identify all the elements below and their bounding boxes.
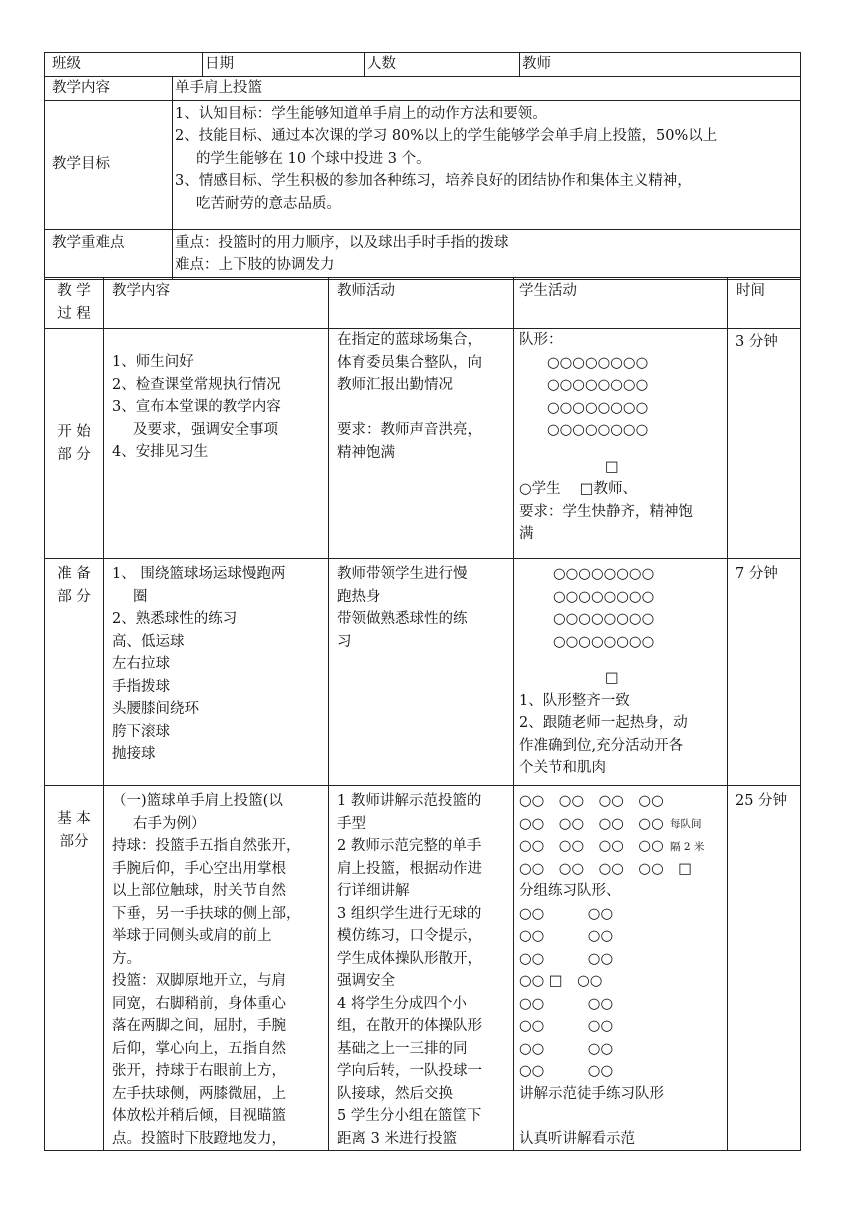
time-value: 3 分钟: [735, 334, 778, 350]
teacher-item: 4 将学生分成四个小: [337, 995, 467, 1012]
teacher-item: 组，在散开的体操队形: [337, 1018, 482, 1034]
basic-phase: [45, 786, 104, 1151]
formation-row: ○○○○○○○○: [553, 566, 655, 582]
pairs-row: ○○ ○○ ○○ ○○ □: [519, 860, 692, 877]
class-label: 班级: [52, 56, 81, 72]
col-student-label: 学生活动: [519, 283, 577, 299]
col-teacher: [329, 278, 514, 329]
basic-student: [514, 786, 728, 1151]
phase-line: 开 始: [57, 424, 91, 440]
content-item: 2、熟悉球性的练习: [112, 611, 238, 627]
content-item: 手指拨球: [112, 678, 170, 695]
phase-line: 基 本: [57, 811, 91, 827]
content-item: 后仰，掌心向上，五指自然: [112, 1040, 286, 1057]
pairs-row: ○○ ○○ ○○ ○○: [519, 793, 664, 809]
student-requirement: 要求：学生快静齐，精神饱: [519, 503, 693, 520]
content-item: 左手扶球侧，两膝微屈，上: [112, 1085, 286, 1102]
goals-label-cell: [45, 100, 173, 229]
formation-row: ○○○○○○○○: [547, 377, 649, 393]
content-item: 右手为例）: [133, 815, 206, 832]
keypoints-label: 教学重难点: [52, 234, 125, 251]
student-note: 个关节和肌肉: [519, 760, 606, 776]
phase-line: 部 分: [57, 588, 91, 605]
content-value: 单手肩上投篮: [175, 79, 262, 96]
start-phase: [45, 329, 104, 559]
basic-content: [104, 786, 329, 1151]
teacher-item: 教师汇报出勤情况: [337, 377, 453, 393]
formation-row: ○○○○○○○○: [553, 611, 655, 627]
content-item: 圈: [133, 588, 148, 605]
content-item: 高、低运球: [112, 633, 185, 650]
content-item: 举球于同侧头或肩的前上: [112, 928, 272, 944]
start-content: [104, 329, 329, 559]
class-cell: [45, 53, 203, 77]
group-row: ○○ ○○: [519, 905, 614, 922]
teacher-item: 队接球，然后交换: [337, 1085, 453, 1102]
content-item: 及要求，强调安全事项: [133, 421, 278, 438]
prep-time: [728, 559, 801, 786]
teacher-item: 模仿练习，口令提示，: [337, 928, 482, 944]
formation-row: ○○○○○○○○: [553, 633, 655, 650]
col-student: [514, 278, 728, 329]
content-item: 胯下滚球: [112, 723, 170, 740]
content-item: 点。投篮时下肢蹬地发力，: [112, 1130, 286, 1147]
content-value-cell: [173, 76, 801, 100]
teacher-label: 教师: [522, 56, 551, 72]
teacher-item: 5 学生分小组在篮筐下: [337, 1108, 482, 1124]
spacing-note: 每队间: [670, 818, 702, 830]
col-time-label: 时间: [736, 283, 765, 299]
content-item: 同宽，右脚稍前，身体重心: [112, 995, 286, 1012]
teacher-item: 要求：教师声音洪亮，: [337, 422, 482, 438]
teacher-item: 带领做熟悉球性的练: [337, 611, 468, 627]
formation-title: 队形：: [519, 332, 563, 348]
teacher-item: 3 组织学生进行无球的: [337, 905, 482, 922]
teacher-item: 学向后转，一队投球一: [337, 1063, 482, 1079]
time-value: 25 分钟: [735, 793, 788, 809]
content-item: 体放松并稍后倾，目视瞄篮: [112, 1108, 286, 1124]
content-item: 头腰膝间绕环: [112, 701, 199, 717]
phase-line: 部 分: [57, 446, 91, 463]
keypoints-label-cell: [45, 229, 173, 279]
group-row: ○○ ○○: [519, 1018, 614, 1034]
formation-legend: ○学生 □教师、: [519, 481, 637, 497]
col-process: [45, 278, 104, 329]
goal-item: 1、认知目标：学生能够知道单手肩上的动作方法和要领。: [175, 105, 547, 122]
keypoints-cell: [173, 229, 801, 279]
date-label: 日期: [205, 56, 234, 72]
goals-label: 教学目标: [52, 156, 110, 173]
teacher-cell: [520, 53, 801, 77]
teacher-item: 在指定的蓝球场集合，: [337, 332, 482, 348]
goal-item: 2、技能目标、通过本次课的学习 80%以上的学生能够学会单手肩上投篮，50%以上: [175, 128, 718, 144]
content-item: 以上部位触球，肘关节自然: [112, 883, 286, 899]
teacher-item: 1 教师讲解示范投篮的: [337, 793, 482, 809]
content-item: 手腕后仰，手心空出用掌根: [112, 860, 286, 877]
group-row: ○○ ○○: [519, 950, 614, 967]
demo-label: 讲解示范徒手练习队形: [519, 1085, 664, 1102]
goal-item: 3、情感目标、学生积极的参加各种练习，培养良好的团结协作和集体主义精神，: [175, 173, 692, 189]
basic-teacher: [329, 786, 514, 1151]
teacher-item: 精神饱满: [337, 444, 395, 461]
time-value: 7 分钟: [735, 566, 778, 582]
start-student: [514, 329, 728, 559]
key-point: 重点：投篮时的用力顺序，以及球出手时手指的拨球: [175, 234, 509, 251]
col-time: [728, 278, 801, 329]
col-content-label: 教学内容: [112, 283, 170, 299]
group-label: 分组练习队形、: [519, 883, 621, 899]
teacher-item: 教师带领学生进行慢: [337, 566, 468, 582]
teacher-item: [337, 397, 513, 420]
teacher-item: 基础之上一三排的同: [337, 1040, 468, 1057]
formation-row: ○○○○○○○○: [547, 399, 649, 416]
teacher-item: 习: [337, 633, 352, 650]
content-item: 1、师生问好: [112, 354, 194, 370]
basic-time: [728, 786, 801, 1151]
prep-content: [104, 559, 329, 786]
col-teacher-label: 教师活动: [337, 283, 395, 299]
group-row: ○○ □ ○○: [519, 973, 603, 989]
prep-teacher: [329, 559, 514, 786]
goal-item: 吃苦耐劳的意志品质。: [196, 195, 341, 212]
student-note: 2、跟随老师一起热身，动: [519, 715, 688, 731]
count-label: 人数: [367, 56, 396, 72]
goal-item: 的学生能够在 10 个球中投进 3 个。: [196, 150, 431, 167]
goals-cell: [173, 100, 801, 229]
group-row: ○○ ○○: [519, 1063, 614, 1079]
teacher-item: 2 教师示范完整的单手: [337, 838, 482, 854]
col-process-line: 教 学: [57, 283, 91, 299]
content-item: 落在两脚之间，屈肘，手腕: [112, 1018, 286, 1034]
date-cell: [203, 53, 365, 77]
content-item: 4、安排见习生: [112, 444, 209, 460]
content-item: 1、 围绕篮球场运球慢跑两: [112, 566, 286, 582]
group-row: ○○ ○○: [519, 995, 614, 1012]
content-item: 持球：投篮手五指自然张开，: [112, 838, 301, 854]
content-item: 抛接球: [112, 746, 156, 762]
teacher-item: 跑热身: [337, 588, 381, 605]
student-note: 1、队形整齐一致: [519, 692, 630, 709]
content-item: （一)篮球单手肩上投篮(以: [112, 793, 283, 809]
teacher-item: 距离 3 米进行投篮: [337, 1130, 457, 1147]
teacher-item: 行详细讲解: [337, 883, 410, 899]
content-item: 张开，持球于右眼前上方，: [112, 1063, 286, 1079]
teacher-item: 肩上投篮，根据动作进: [337, 860, 482, 877]
prep-phase: [45, 559, 104, 786]
formation-row: ○○○○○○○○: [547, 354, 649, 371]
col-content: [104, 278, 329, 329]
teacher-item: 强调安全: [337, 973, 395, 989]
start-time: [728, 329, 801, 559]
content-item: 左右拉球: [112, 656, 170, 672]
start-teacher: [329, 329, 514, 559]
content-item: 3、宣布本堂课的教学内容: [112, 399, 281, 415]
phase-line: 部分: [59, 833, 89, 850]
count-cell: [365, 53, 520, 77]
teacher-square-icon: □: [605, 458, 619, 475]
difficult-point: 难点：上下肢的协调发力: [175, 257, 335, 273]
teacher-item: 体育委员集合整队，向: [337, 354, 482, 371]
prep-student: [514, 559, 728, 786]
teacher-item: 手型: [337, 815, 366, 832]
content-item: 2、检查课堂常规执行情况: [112, 376, 281, 393]
spacing-note: 隔 2 米: [670, 841, 705, 853]
phase-line: 准 备: [57, 566, 91, 582]
pairs-row: ○○ ○○ ○○ ○○: [519, 815, 664, 832]
content-item: 方。: [112, 950, 141, 967]
group-row: ○○ ○○: [519, 1040, 614, 1057]
formation-row: ○○○○○○○○: [553, 588, 655, 605]
content-label: 教学内容: [52, 79, 110, 96]
listen-label: 认真听讲解看示范: [519, 1130, 635, 1147]
pairs-row: ○○ ○○ ○○ ○○: [519, 838, 664, 854]
student-note: 作准确到位,充分活动开各: [519, 737, 684, 754]
content-label-cell: [45, 76, 173, 100]
teacher-square-icon: □: [605, 670, 619, 686]
student-requirement: 满: [519, 526, 534, 542]
process-table: [44, 277, 801, 1151]
group-row: ○○ ○○: [519, 928, 614, 944]
formation-row: ○○○○○○○○: [547, 422, 649, 438]
content-item: 投篮：双脚原地开立，与肩: [112, 973, 286, 989]
col-process-line: 过 程: [57, 305, 91, 322]
teacher-item: 学生成体操队形散开，: [337, 950, 482, 967]
header-table: [44, 52, 801, 280]
content-item: 下垂，另一手扶球的侧上部，: [112, 905, 301, 922]
